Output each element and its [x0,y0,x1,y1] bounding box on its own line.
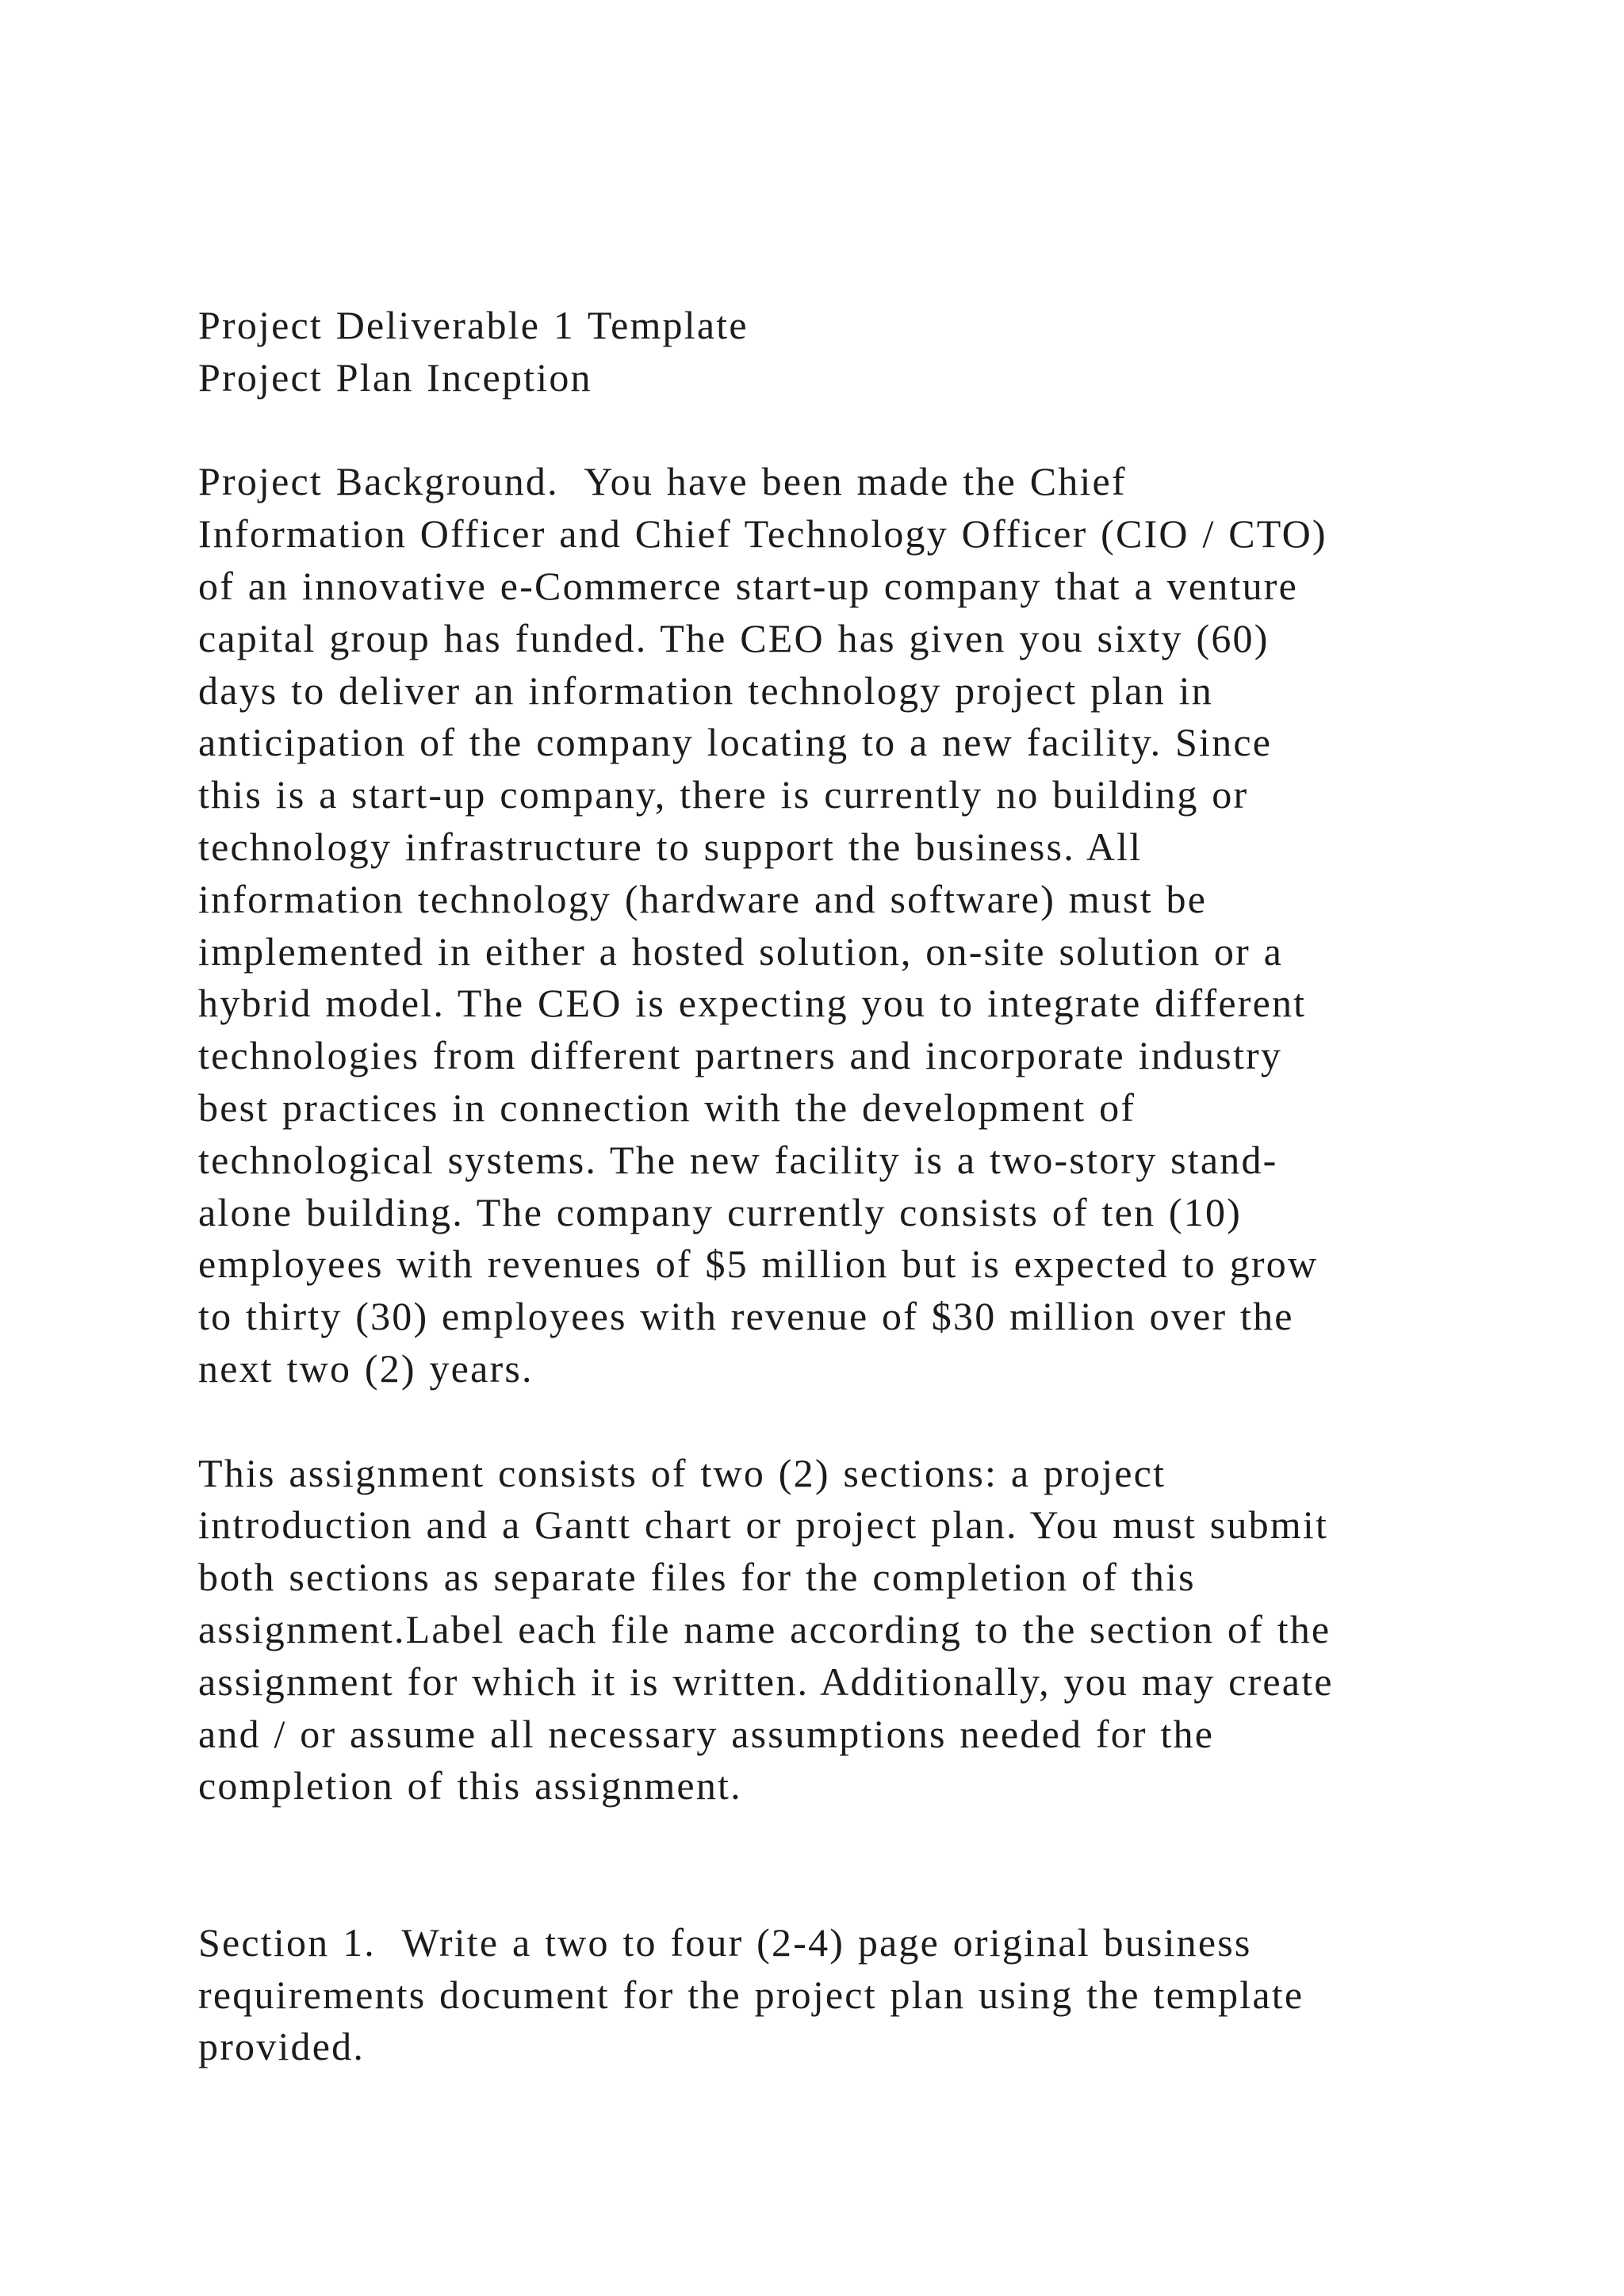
paragraph-line: introduction and a Gantt chart or project plan. You must submit [198,1502,1329,1548]
paragraph-line: information technology (hardware and software) must be [198,876,1208,921]
paragraph-line: technological systems. The new facility is a two-story stand- [198,1137,1278,1182]
paragraph-line: this is a start-up company, there is currently no building or [198,772,1249,817]
paragraph-line: best practices in connection with the development of [198,1085,1136,1130]
document-body [198,300,1483,2073]
paragraph-line: Project Background. You have been made the Chief [198,459,1127,504]
paragraph-line: Section 1. Write a two to four (2-4) page original business [198,1919,1252,1965]
paragraph-line: This assignment consists of two (2) sections: a project [198,1450,1166,1495]
paragraph-line: anticipation of the company locating to a new facility. Since [198,720,1273,765]
section1-paragraph [198,1917,1483,2073]
paragraph-line: and / or assume all necessary assumptions needed for the [198,1711,1215,1756]
paragraph-line: provided. [198,2024,366,2069]
spacer [198,1395,1483,1448]
background-paragraph [198,456,1483,1395]
paragraph-line: next two (2) years. [198,1345,534,1391]
paragraph-line: capital group has funded. The CEO has given you sixty (60) [198,615,1270,660]
paragraph-line: hybrid model. The CEO is expecting you to integrate different [198,981,1307,1026]
paragraph-line: to thirty (30) employees with revenue of $30 million over the [198,1294,1294,1339]
paragraph-line: requirements document for the project plan using the template [198,1972,1304,2017]
paragraph-line: days to deliver an information technology project plan in [198,668,1213,713]
spacer [198,1865,1483,1917]
paragraph-line: technology infrastructure to support the business. All [198,824,1143,869]
spacer [198,404,1483,457]
assignment-paragraph [198,1448,1483,1813]
paragraph-line: alone building. The company currently consists of ten (10) [198,1189,1243,1234]
document-title: Project Deliverable 1 Template [198,303,749,347]
paragraph-line: of an innovative e-Commerce start-up company that a venture [198,563,1299,608]
paragraph-line: assignment.Label each file name according to the section of the [198,1606,1331,1651]
paragraph-line: assignment for which it is written. Additionally, you may create [198,1659,1334,1704]
paragraph-line: implemented in either a hosted solution, on-site solution or a [198,928,1284,974]
spacer [198,1812,1483,1865]
paragraph-line: technologies from different partners and incorporate industry [198,1033,1283,1078]
paragraph-line: Information Officer and Chief Technology Officer (CIO / CTO) [198,511,1327,557]
document-subtitle: Project Plan Inception [198,354,592,400]
paragraph-line: both sections as separate files for the completion of this [198,1555,1196,1600]
paragraph-line: employees with revenues of $5 million but is expected to grow [198,1242,1319,1287]
paragraph-line: completion of this assignment. [198,1763,742,1808]
